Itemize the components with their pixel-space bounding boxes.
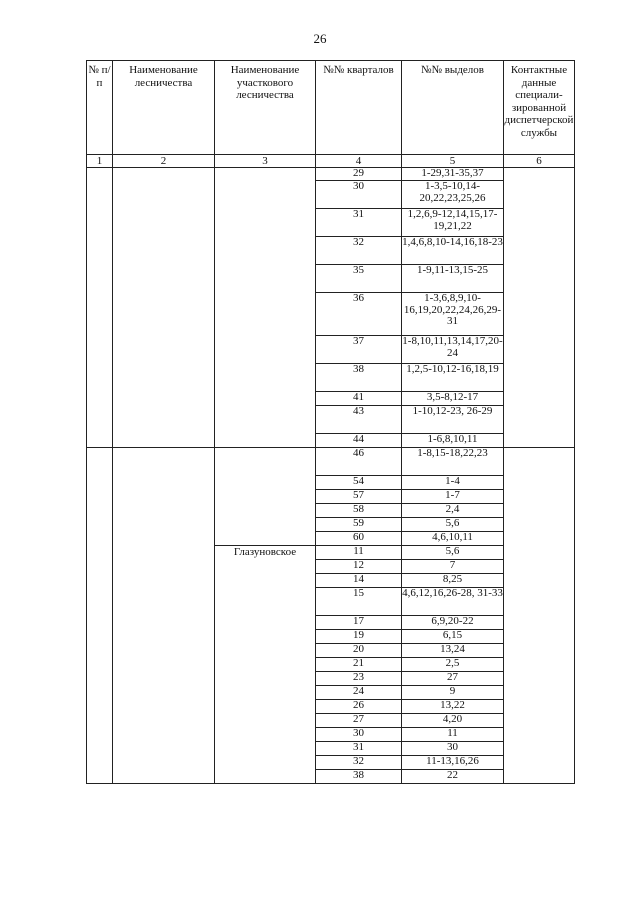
header-col-2: Наименование лесничества — [113, 61, 215, 155]
spacer-col-1 — [87, 168, 113, 448]
quarter-number-cell: 43 — [316, 406, 402, 434]
section-numbers-cell: 8,25 — [402, 574, 504, 588]
quarter-number-cell: 46 — [316, 448, 402, 476]
quarter-number-cell: 31 — [316, 742, 402, 756]
section-numbers-cell: 5,6 — [402, 518, 504, 532]
section-numbers-cell: 27 — [402, 672, 504, 686]
section-numbers-cell: 6,9,20-22 — [402, 616, 504, 630]
quarter-number-cell: 44 — [316, 434, 402, 448]
quarter-number-cell: 27 — [316, 714, 402, 728]
section-numbers-cell: 7 — [402, 560, 504, 574]
section-numbers-cell: 1-29,31-35,37 — [402, 168, 504, 181]
header-row — [87, 61, 575, 155]
quarter-number-cell: 17 — [316, 616, 402, 630]
section-numbers-cell: 1-8,10,11,13,14,17,20-24 — [402, 336, 504, 364]
section-numbers-cell: 11 — [402, 728, 504, 742]
section-numbers-cell: 30 — [402, 742, 504, 756]
page-number: 26 — [313, 31, 327, 46]
section-numbers-cell: 22 — [402, 770, 504, 784]
spacer-col-2 — [113, 448, 215, 784]
section-numbers-cell: 1-10,12-23, 26-29 — [402, 406, 504, 434]
quarter-number-cell: 11 — [316, 546, 402, 560]
section-numbers-cell: 11-13,16,26 — [402, 756, 504, 770]
quarter-number-cell: 60 — [316, 532, 402, 546]
section-numbers-cell: 4,20 — [402, 714, 504, 728]
section-numbers-cell: 1,2,6,9-12,14,15,17-19,21,22 — [402, 209, 504, 237]
spacer-col-2 — [113, 168, 215, 448]
quarter-number-cell: 20 — [316, 644, 402, 658]
quarter-number-cell: 15 — [316, 588, 402, 616]
column-number: 6 — [504, 155, 575, 168]
column-number: 5 — [402, 155, 504, 168]
column-number: 4 — [316, 155, 402, 168]
column-number-row — [87, 155, 575, 168]
forest-quarters-table — [86, 60, 575, 784]
table-row — [87, 448, 575, 476]
quarter-number-cell: 59 — [316, 518, 402, 532]
header-col-5: №№ выделов — [402, 61, 504, 155]
contact-cell — [504, 168, 575, 448]
quarter-number-cell: 30 — [316, 181, 402, 209]
quarter-number-cell: 24 — [316, 686, 402, 700]
section-numbers-cell: 1-3,5-10,14-20,22,23,25,26 — [402, 181, 504, 209]
section-numbers-cell: 1-6,8,10,11 — [402, 434, 504, 448]
column-number: 3 — [215, 155, 316, 168]
column-number: 2 — [113, 155, 215, 168]
quarter-number-cell: 21 — [316, 658, 402, 672]
table-body-group-1 — [87, 168, 575, 448]
section-numbers-cell: 3,5-8,12-17 — [402, 392, 504, 406]
quarter-number-cell: 35 — [316, 265, 402, 293]
section-numbers-cell: 6,15 — [402, 630, 504, 644]
section-numbers-cell: 13,22 — [402, 700, 504, 714]
section-numbers-cell: 1-4 — [402, 476, 504, 490]
district-cell — [215, 168, 316, 448]
quarter-number-cell: 31 — [316, 209, 402, 237]
quarter-number-cell: 14 — [316, 574, 402, 588]
quarter-number-cell: 26 — [316, 700, 402, 714]
quarter-number-cell: 23 — [316, 672, 402, 686]
section-numbers-cell: 4,6,10,11 — [402, 532, 504, 546]
section-numbers-cell: 1-7 — [402, 490, 504, 504]
section-numbers-cell: 2,5 — [402, 658, 504, 672]
quarter-number-cell: 58 — [316, 504, 402, 518]
section-numbers-cell: 4,6,12,16,26-28, 31-33 — [402, 588, 504, 616]
section-numbers-cell: 1-8,15-18,22,23 — [402, 448, 504, 476]
section-numbers-cell: 1,4,6,8,10-14,16,18-23 — [402, 237, 504, 265]
quarter-number-cell: 38 — [316, 770, 402, 784]
quarter-number-cell: 19 — [316, 630, 402, 644]
spacer-col-1 — [87, 448, 113, 784]
district-name-cell: Глазуновское — [215, 546, 316, 784]
quarter-number-cell: 30 — [316, 728, 402, 742]
header-col-3: Наименование участкового лесничества — [215, 61, 316, 155]
section-numbers-cell: 1,2,5-10,12-16,18,19 — [402, 364, 504, 392]
header-col-4: №№ кварталов — [316, 61, 402, 155]
quarter-number-cell: 38 — [316, 364, 402, 392]
quarter-number-cell: 36 — [316, 293, 402, 336]
section-numbers-cell: 13,24 — [402, 644, 504, 658]
quarter-number-cell: 57 — [316, 490, 402, 504]
quarter-number-cell: 32 — [316, 237, 402, 265]
section-numbers-cell: 1-3,6,8,9,10-16,19,20,22,24,26,29-31 — [402, 293, 504, 336]
section-numbers-cell: 9 — [402, 686, 504, 700]
quarter-number-cell: 29 — [316, 168, 402, 181]
section-numbers-cell: 2,4 — [402, 504, 504, 518]
quarter-number-cell: 37 — [316, 336, 402, 364]
section-numbers-cell: 5,6 — [402, 546, 504, 560]
header-col-1: № п/п — [87, 61, 113, 155]
column-number: 1 — [87, 155, 113, 168]
quarter-number-cell: 12 — [316, 560, 402, 574]
quarter-number-cell: 41 — [316, 392, 402, 406]
quarter-number-cell: 54 — [316, 476, 402, 490]
table-body-group-2 — [87, 448, 575, 784]
contact-cell — [504, 448, 575, 784]
table-row — [87, 168, 575, 181]
header-col-6: Контактные данные специали-зированной диспетчерской службы — [504, 61, 575, 155]
section-numbers-cell: 1-9,11-13,15-25 — [402, 265, 504, 293]
quarter-number-cell: 32 — [316, 756, 402, 770]
district-cell-blank — [215, 448, 316, 546]
